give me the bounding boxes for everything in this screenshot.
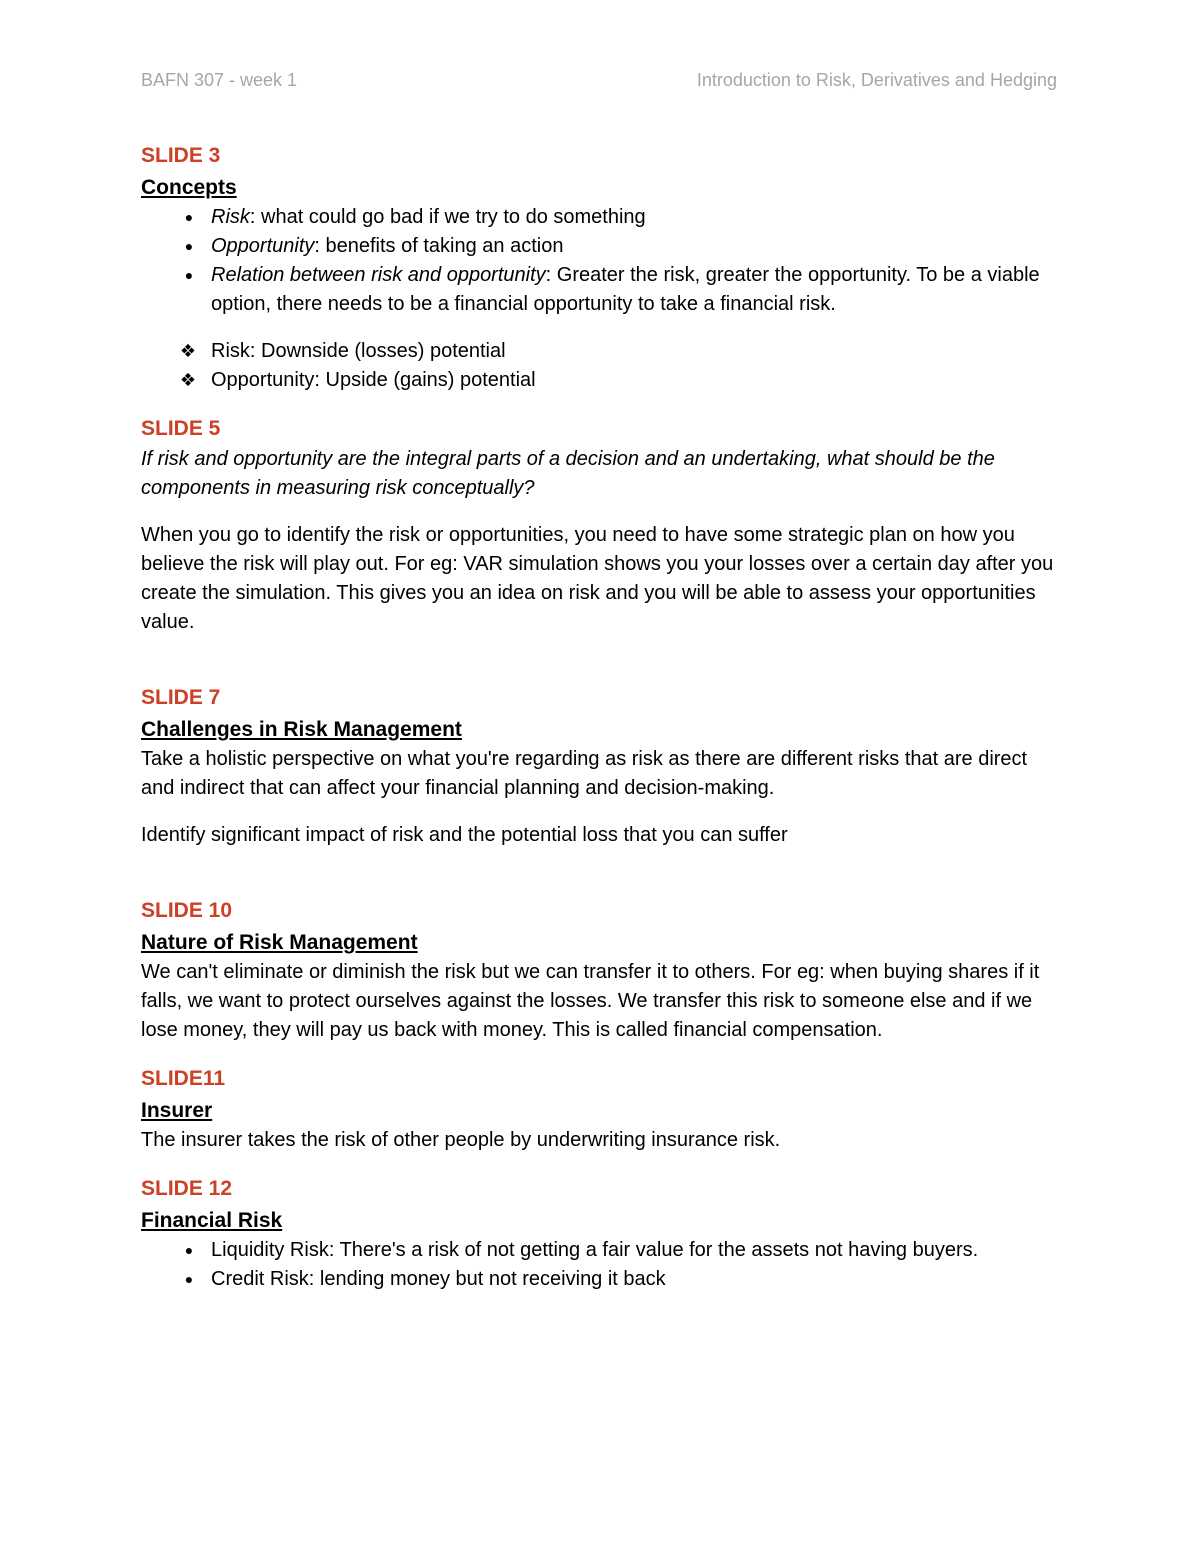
bullet-icon: ● [184, 1242, 194, 1258]
list-item-text: Risk: Downside (losses) potential [211, 340, 506, 362]
slide-heading: SLIDE 5 [141, 417, 221, 440]
body-paragraph: Take a holistic perspective on what you're regarding as risk as there are different risks that are direct and indirect that can affect your financial planning and decision-making. [141, 748, 1028, 799]
list-item [141, 203, 1061, 232]
body-paragraph: When you go to identify the risk or opportunities, you need to have some strategic plan on how you believe the risk will play out. For eg: VAR simulation shows you your losses over a certain day after you create the simulation. This gives you an idea on risk and you will be able to assess your opportunities value. [141, 524, 1054, 633]
slide-5-section [141, 413, 1061, 637]
list-item-text: Liquidity Risk: There's a risk of not getting a fair value for the assets not having buyers. [211, 1239, 979, 1261]
body-paragraph: Identify significant impact of risk and the potential loss that you can suffer [141, 824, 788, 846]
slide-heading: SLIDE 7 [141, 686, 221, 709]
list-item [141, 1236, 1061, 1265]
slide-11-section [141, 1063, 1061, 1155]
list-item [141, 232, 1061, 261]
list-item-text: : Greater the risk, greater the opportunity. To be a viable option, there needs to be a financial opportunity to take a financial risk. [211, 264, 1040, 315]
page-header-left: BAFN 307 - week 1 [141, 70, 298, 90]
question-italic: If risk and opportunity are the integral parts of a decision and an undertaking, what should be the components in measuring risk conceptually? [141, 448, 995, 499]
bullet-icon: ● [184, 267, 194, 283]
body-paragraph: We can't eliminate or diminish the risk but we can transfer it to others. For eg: when buying shares if it falls, we want to protect ourselves against the losses. We transfer this risk to someone else and if we lose money, they will pay us back with money. This is called financial compensation. [141, 961, 1040, 1041]
section-title: Insurer [141, 1099, 213, 1122]
list-item-term: Opportunity [211, 235, 315, 257]
diamond-list [141, 337, 1061, 395]
list-item [141, 1265, 1061, 1294]
slide-7-section [141, 682, 1061, 850]
section-title: Challenges in Risk Management [141, 718, 462, 741]
bullet-icon: ● [184, 238, 194, 254]
list-item [141, 261, 1061, 319]
slide-12-section [141, 1173, 1061, 1294]
list-item-text: Opportunity: Upside (gains) potential [211, 369, 536, 391]
bullet-list [141, 203, 1061, 319]
slide-heading: SLIDE 3 [141, 144, 221, 167]
list-item-term: Risk [211, 206, 250, 228]
list-item-text: Credit Risk: lending money but not receiving it back [211, 1268, 666, 1290]
list-item [141, 366, 1061, 395]
slide-heading: SLIDE 10 [141, 899, 233, 922]
slide-10-section [141, 895, 1061, 1045]
section-title: Financial Risk [141, 1209, 283, 1232]
body-paragraph: The insurer takes the risk of other people by underwriting insurance risk. [141, 1129, 781, 1151]
slide-heading: SLIDE11 [141, 1067, 226, 1090]
document-body [141, 140, 1061, 1294]
diamond-bullet-icon: ❖ [179, 341, 197, 361]
bullet-icon: ● [184, 1271, 194, 1287]
diamond-bullet-icon: ❖ [179, 370, 197, 390]
list-item [141, 337, 1061, 366]
bullet-list [141, 1236, 1061, 1294]
list-item-text: : benefits of taking an action [314, 235, 564, 257]
section-title: Nature of Risk Management [141, 931, 418, 954]
slide-3-section [141, 140, 1061, 395]
question-text [141, 445, 1061, 503]
section-title: Concepts [141, 176, 237, 199]
page-header-right: Introduction to Risk, Derivatives and Hedging [696, 70, 1057, 90]
slide-heading: SLIDE 12 [141, 1177, 233, 1200]
bullet-icon: ● [184, 209, 194, 225]
list-item-term: Relation between risk and opportunity [211, 264, 546, 286]
list-item-text: : what could go bad if we try to do something [249, 206, 646, 228]
